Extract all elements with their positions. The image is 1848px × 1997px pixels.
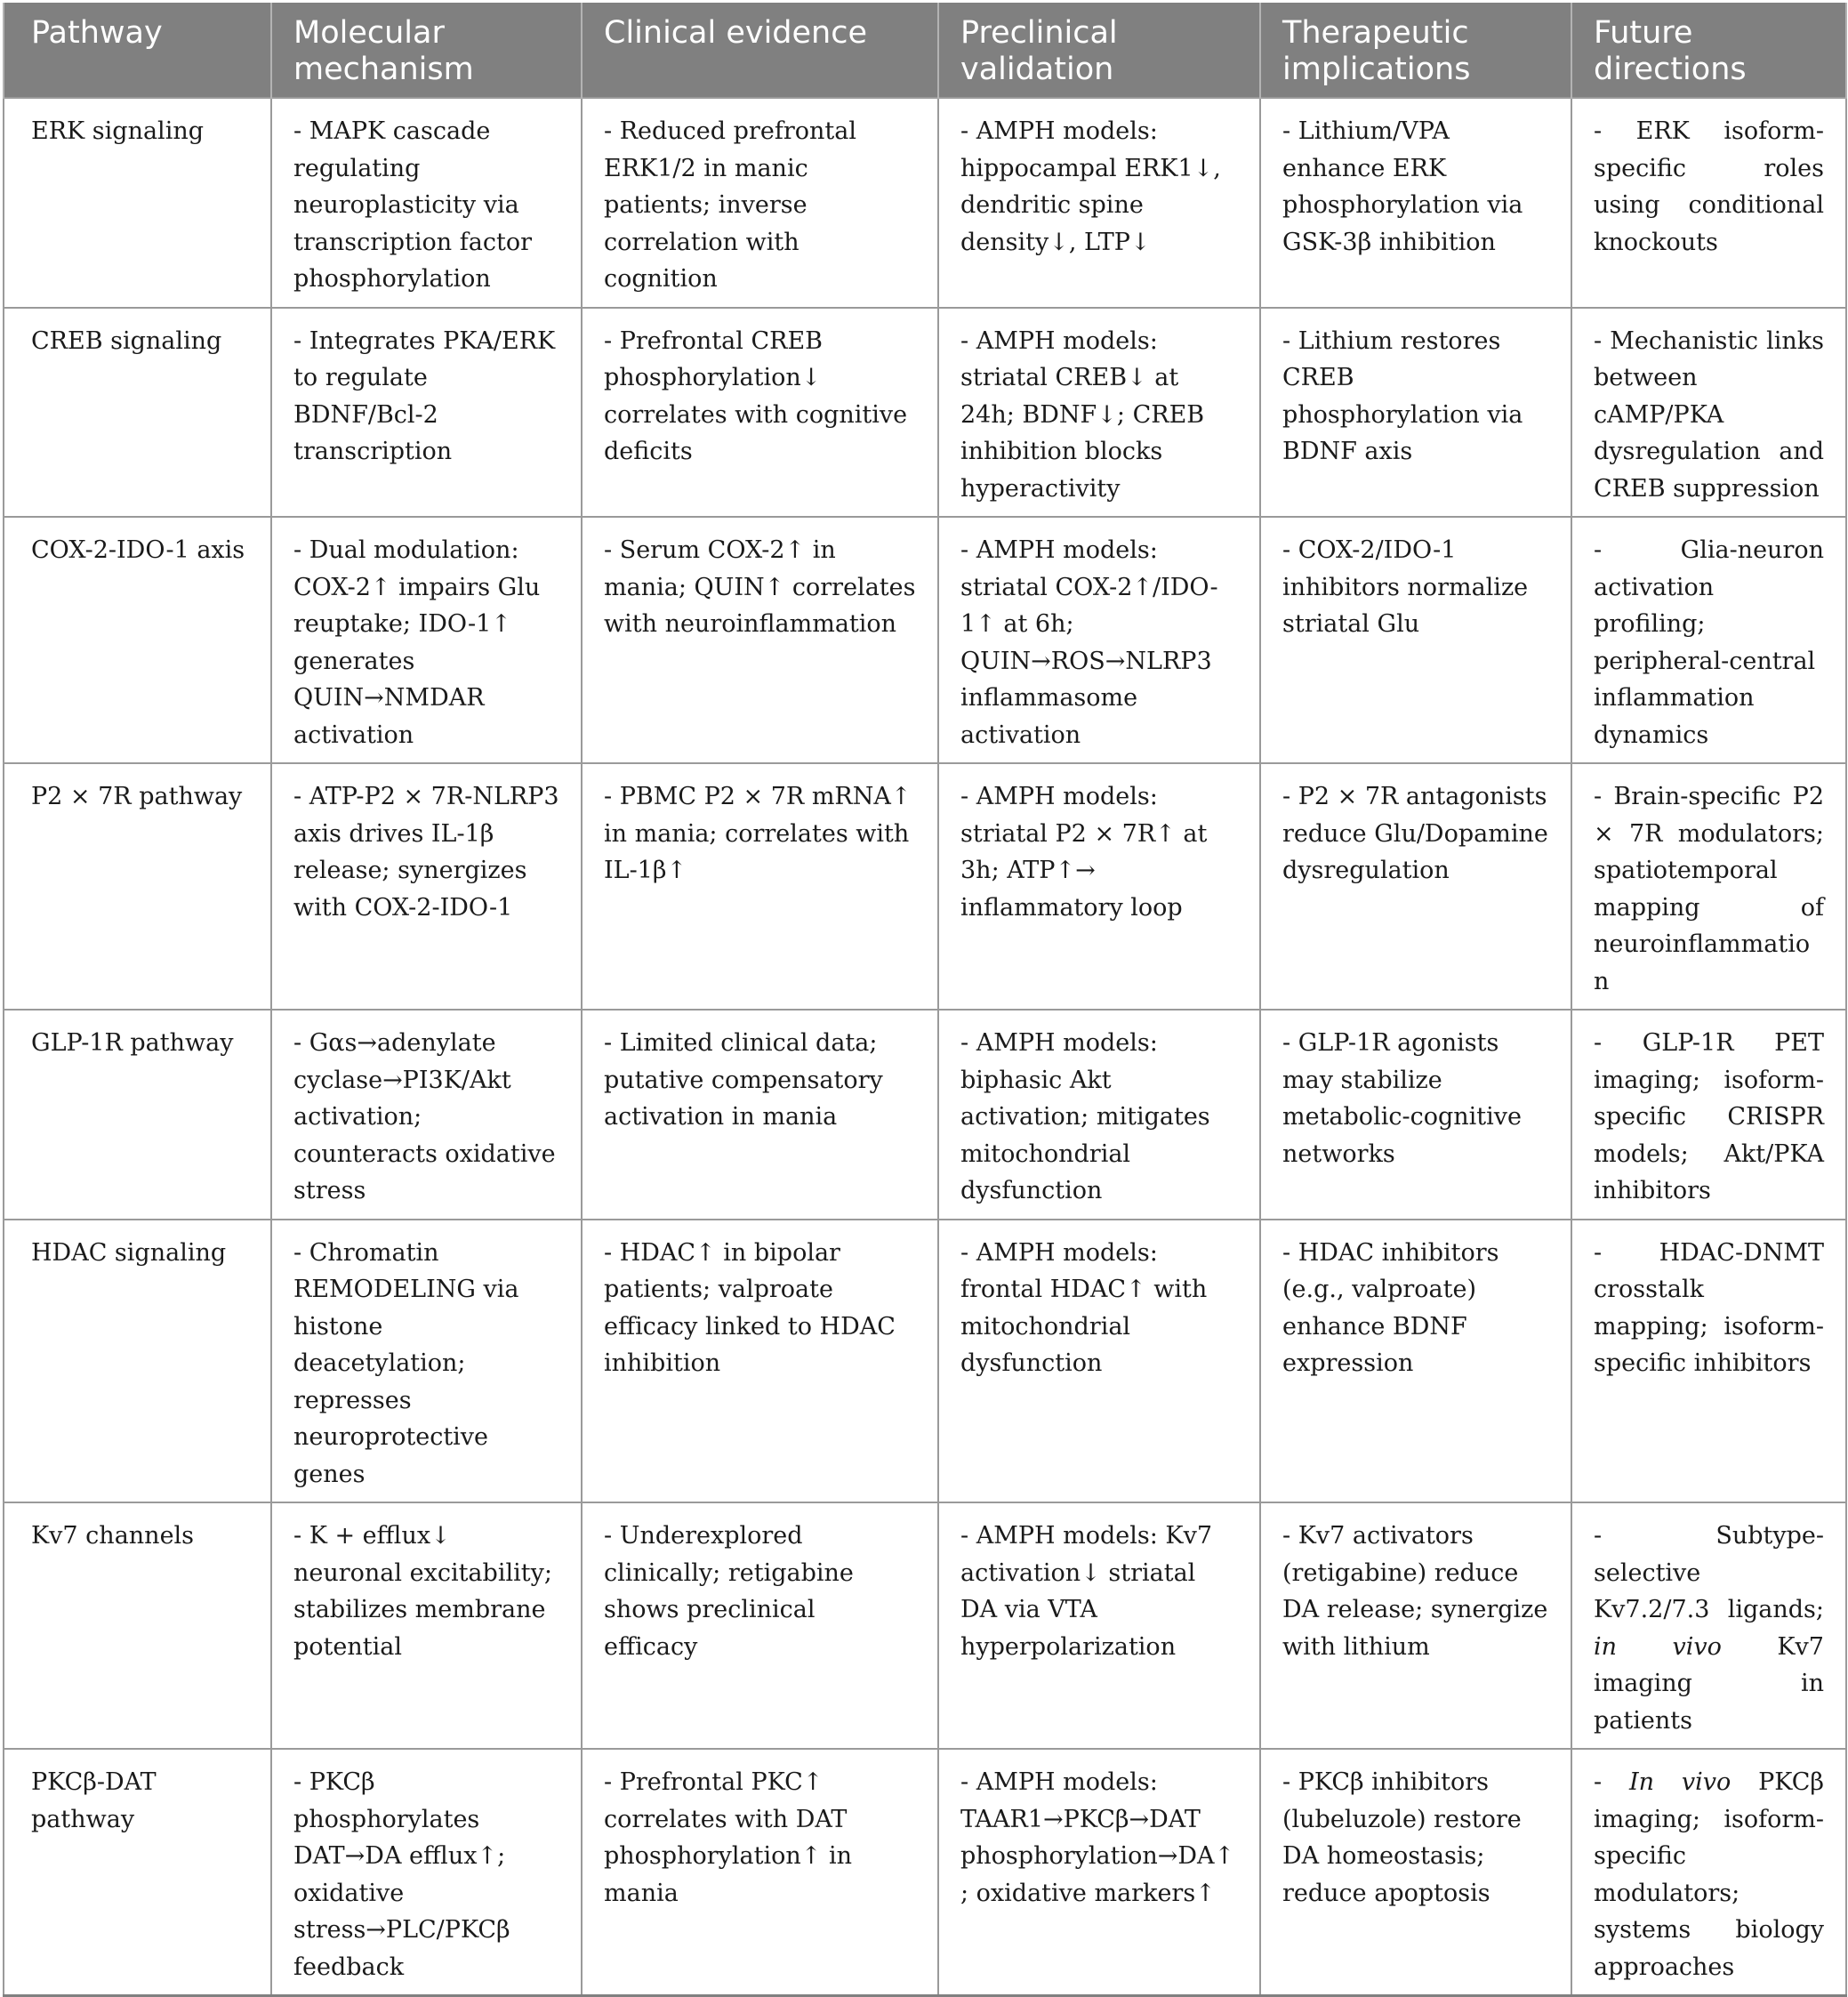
cell-therapeutic: - HDAC inhibitors (e.g., valproate) enhance BDNF expression: [1260, 1220, 1571, 1503]
cell-future: [1571, 1749, 1846, 1996]
cell-therapeutic: - Lithium/VPA enhance ERK phosphorylation via GSK-3β inhibition: [1260, 98, 1571, 308]
table-row: [4, 98, 1846, 308]
cell-future: - Glia-neuron activation profiling; peripheral-central inflammation dynamics: [1571, 517, 1846, 763]
cell-clinical: - Limited clinical data; putative compensatory activation in mania: [582, 1010, 938, 1220]
cell-mechanism: - MAPK cascade regulating neuroplasticity via transcription factor phosphorylation: [271, 98, 582, 308]
cell-future: - ERK isoform-specific roles using conditional knockouts: [1571, 98, 1846, 308]
cell-mechanism: - Chromatin REMODELING via histone deacetylation; represses neuroprotective genes: [271, 1220, 582, 1503]
cell-pathway: CREB signaling: [4, 308, 271, 518]
table-body: [4, 98, 1846, 1996]
cell-preclinical: - AMPH models: Kv7 activation↓ striatal DA via VTA hyperpolarization: [938, 1502, 1260, 1749]
table-row: [4, 1010, 1846, 1220]
cell-mechanism: - Integrates PKA/ERK to regulate BDNF/Bcl-2 transcription: [271, 308, 582, 518]
cell-therapeutic: - Kv7 activators (retigabine) reduce DA release; synergize with lithium: [1260, 1502, 1571, 1749]
cell-preclinical: - AMPH models: hippocampal ERK1↓, dendritic spine density↓, LTP↓: [938, 98, 1260, 308]
cell-pathway: COX-2-IDO-1 axis: [4, 517, 271, 763]
cell-mechanism: - K + efflux↓ neuronal excitability; stabilizes membrane potential: [271, 1502, 582, 1749]
cell-pathway: HDAC signaling: [4, 1220, 271, 1503]
cell-mechanism: - PKCβ phosphorylates DAT→DA efflux↑; oxidative stress→PLC/PKCβ feedback: [271, 1749, 582, 1996]
cell-pathway: PKCβ-DAT pathway: [4, 1749, 271, 1996]
cell-clinical: - Underexplored clinically; retigabine shows preclinical efficacy: [582, 1502, 938, 1749]
header-row: [4, 3, 1846, 98]
cell-therapeutic: - GLP-1R agonists may stabilize metabolic-cognitive networks: [1260, 1010, 1571, 1220]
cell-therapeutic: - PKCβ inhibitors (lubeluzole) restore DA homeostasis; reduce apoptosis: [1260, 1749, 1571, 1996]
table-row: [4, 517, 1846, 763]
cell-mechanism: - Gαs→adenylate cyclase→PI3K/Akt activation; counteracts oxidative stress: [271, 1010, 582, 1220]
header-clinical-evidence: Clinical evidence: [582, 3, 938, 98]
cell-mechanism: - ATP-P2 × 7R-NLRP3 axis drives IL-1β release; synergizes with COX-2-IDO-1: [271, 763, 582, 1010]
header-pathway: Pathway: [4, 3, 271, 98]
cell-mechanism: - Dual modulation: COX-2↑ impairs Glu reuptake; IDO-1↑ generates QUIN→NMDAR activation: [271, 517, 582, 763]
cell-preclinical: - AMPH models: biphasic Akt activation; mitigates mitochondrial dysfunction: [938, 1010, 1260, 1220]
cell-future: - GLP-1R PET imaging; isoform-specific CRISPR models; Akt/PKA inhibitors: [1571, 1010, 1846, 1220]
header-therapeutic-implications: Therapeutic implications: [1260, 3, 1571, 98]
header-molecular-mechanism: Molecular mechanism: [271, 3, 582, 98]
future-text-part: - Subtype-selective Kv7.2/7.3 ligands;: [1594, 1522, 1824, 1623]
header-preclinical-validation: Preclinical validation: [938, 3, 1260, 98]
future-text-part: PKCβ imaging; isoform-specific modulators; systems biology approaches: [1594, 1768, 1824, 1981]
cell-preclinical: - AMPH models: striatal CREB↓ at 24h; BDNF↓; CREB inhibition blocks hyperactivity: [938, 308, 1260, 518]
cell-pathway: Kv7 channels: [4, 1502, 271, 1749]
cell-therapeutic: - Lithium restores CREB phosphorylation via BDNF axis: [1260, 308, 1571, 518]
cell-preclinical: - AMPH models: striatal P2 × 7R↑ at 3h; ATP↑→ inflammatory loop: [938, 763, 1260, 1010]
future-text-part: -: [1594, 1768, 1629, 1796]
cell-clinical: - HDAC↑ in bipolar patients; valproate efficacy linked to HDAC inhibition: [582, 1220, 938, 1503]
cell-clinical: - Serum COX-2↑ in mania; QUIN↑ correlates with neuroinflammation: [582, 517, 938, 763]
table-row: [4, 1749, 1846, 1996]
table-row: [4, 1220, 1846, 1503]
future-text-italic: In vivo: [1628, 1768, 1731, 1796]
cell-clinical: - Reduced prefrontal ERK1/2 in manic patients; inverse correlation with cognition: [582, 98, 938, 308]
cell-preclinical: - AMPH models: frontal HDAC↑ with mitochondrial dysfunction: [938, 1220, 1260, 1503]
cell-future: - Brain-specific P2 × 7R modulators; spatiotemporal mapping of neuroinflammation: [1571, 763, 1846, 1010]
cell-clinical: - Prefrontal PKC↑ correlates with DAT phosphorylation↑ in mania: [582, 1749, 938, 1996]
cell-clinical: - PBMC P2 × 7R mRNA↑ in mania; correlates with IL-1β↑: [582, 763, 938, 1010]
cell-future: - HDAC-DNMT crosstalk mapping; isoform-specific inhibitors: [1571, 1220, 1846, 1503]
table-row: [4, 308, 1846, 518]
cell-pathway: ERK signaling: [4, 98, 271, 308]
cell-pathway: GLP-1R pathway: [4, 1010, 271, 1220]
table-row: [4, 763, 1846, 1010]
cell-pathway: P2 × 7R pathway: [4, 763, 271, 1010]
header-future-directions: Future directions: [1571, 3, 1846, 98]
cell-preclinical: - AMPH models: TAAR1→PKCβ→DAT phosphorylation→DA↑; oxidative markers↑: [938, 1749, 1260, 1996]
table-row: [4, 1502, 1846, 1749]
cell-therapeutic: - COX-2/IDO-1 inhibitors normalize striatal Glu: [1260, 517, 1571, 763]
cell-future: - Mechanistic links between cAMP/PKA dysregulation and CREB suppression: [1571, 308, 1846, 518]
table-header: [4, 3, 1846, 98]
future-text-part: Kv7 imaging in patients: [1594, 1632, 1824, 1735]
future-text-italic: in vivo: [1594, 1632, 1722, 1661]
cell-future: [1571, 1502, 1846, 1749]
pathway-table: [3, 3, 1847, 1997]
cell-therapeutic: - P2 × 7R antagonists reduce Glu/Dopamine dysregulation: [1260, 763, 1571, 1010]
cell-clinical: - Prefrontal CREB phosphorylation↓ correlates with cognitive deficits: [582, 308, 938, 518]
cell-preclinical: - AMPH models: striatal COX-2↑/IDO-1↑ at 6h; QUIN→ROS→NLRP3 inflammasome activation: [938, 517, 1260, 763]
